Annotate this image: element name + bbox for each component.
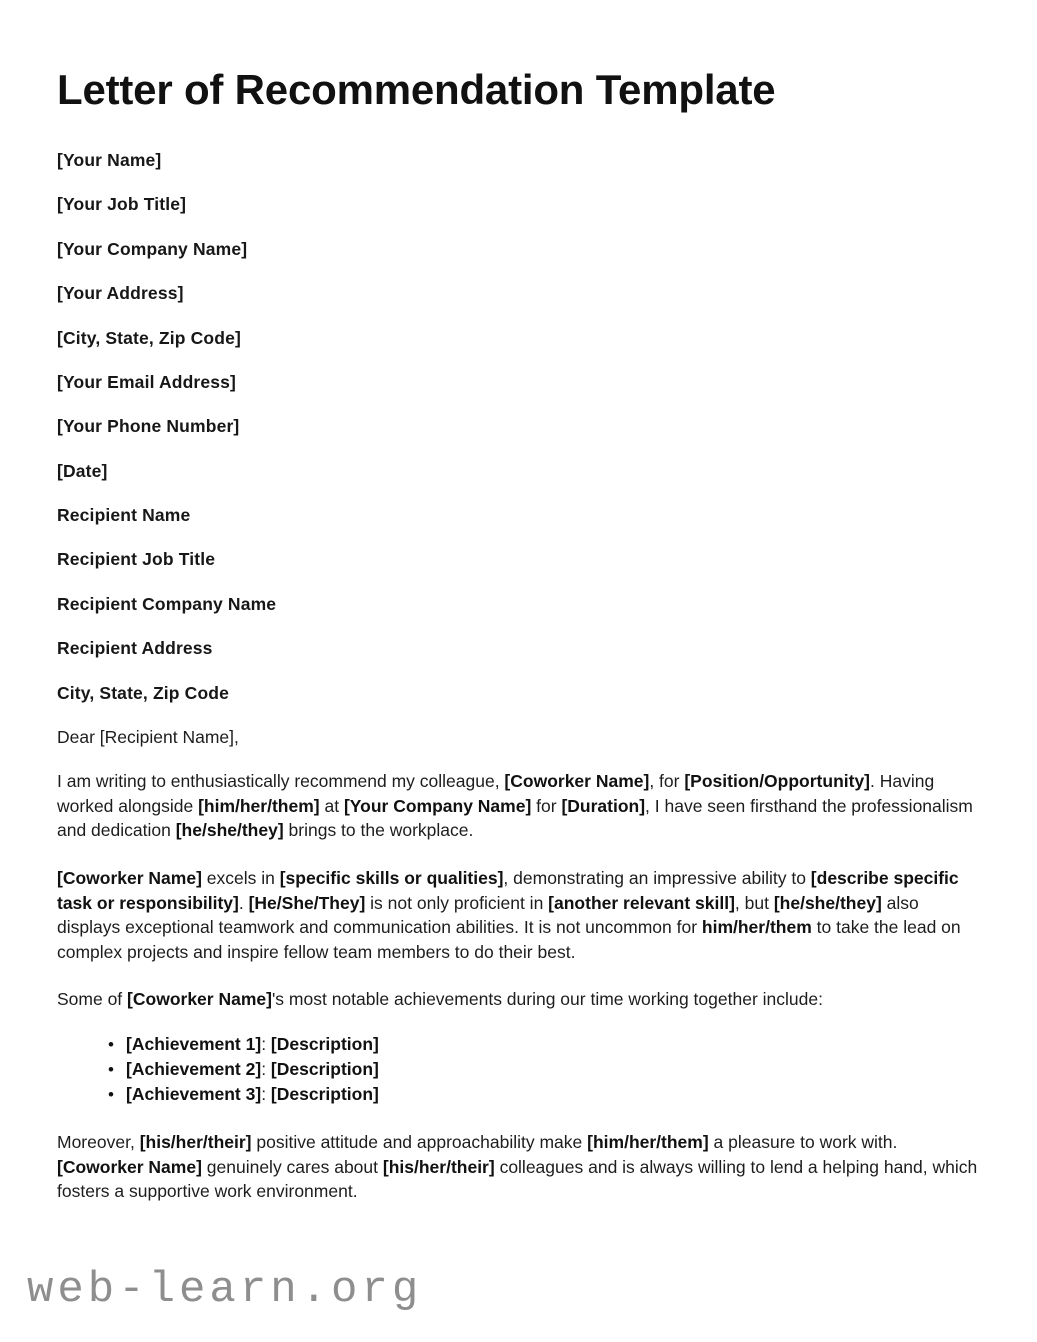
achievements-list	[57, 1012, 982, 1107]
sender-line: [Your Job Title]	[57, 194, 187, 215]
recipient-line: Recipient Name	[57, 505, 191, 526]
body-paragraph-2: [Coworker Name] excels in [specific skills or qualities], demonstrating an impressive ability to [describe specific task or responsibility]. [He/She/They] is not only proficient in [another relevant skill], but [he/she/they] also displays exceptional teamwork and communication abilities. It is not uncommon for him/her/them to take the lead on complex projects and inspire fellow team members to do their best.	[57, 868, 961, 962]
recipient-address-block	[57, 480, 982, 702]
sender-line: [Your Company Name]	[57, 238, 248, 259]
recipient-line: City, State, Zip Code	[57, 682, 230, 703]
sender-address-block	[57, 113, 982, 480]
recipient-line: Recipient Address	[57, 638, 213, 659]
sender-line: [Date]	[57, 460, 108, 481]
body-paragraph-4: Moreover, [his/her/their] positive attitude and approachability make [him/her/them] a pleasure to work with. [Coworker Name] genuinely cares about [his/her/their] colleagues and is always willing to lend a helping hand, which fosters a supportive work environment.	[57, 1132, 978, 1202]
list-item: • [Achievement 2]: [Description]	[108, 1057, 982, 1082]
list-item: • [Achievement 3]: [Description]	[108, 1082, 982, 1107]
sender-line: [Your Name]	[57, 150, 162, 171]
sender-line: [Your Email Address]	[57, 371, 237, 392]
body-paragraph-1: I am writing to enthusiastically recommend my colleague, [Coworker Name], for [Position/Opportunity]. Having worked alongside [him/her/them] at [Your Company Name] for [Duration], I have seen firsthand the professionalism and dedication [he/she/they] brings to the workplace.	[57, 771, 973, 841]
recipient-line: Recipient Company Name	[57, 593, 277, 614]
sender-line: [Your Address]	[57, 283, 184, 304]
site-watermark: web-learn.org	[27, 1265, 423, 1315]
list-item: • [Achievement 1]: [Description]	[108, 1032, 982, 1057]
sender-line: [City, State, Zip Code]	[57, 327, 241, 348]
salutation-line: Dear [Recipient Name],	[57, 726, 239, 747]
recipient-line: Recipient Job Title	[57, 549, 216, 570]
sender-line: [Your Phone Number]	[57, 416, 240, 437]
document-content	[57, 0, 982, 1204]
body-paragraph-3: Some of [Coworker Name]'s most notable achievements during our time working together include:	[57, 989, 823, 1010]
page-title: Letter of Recommendation Template	[57, 66, 776, 113]
